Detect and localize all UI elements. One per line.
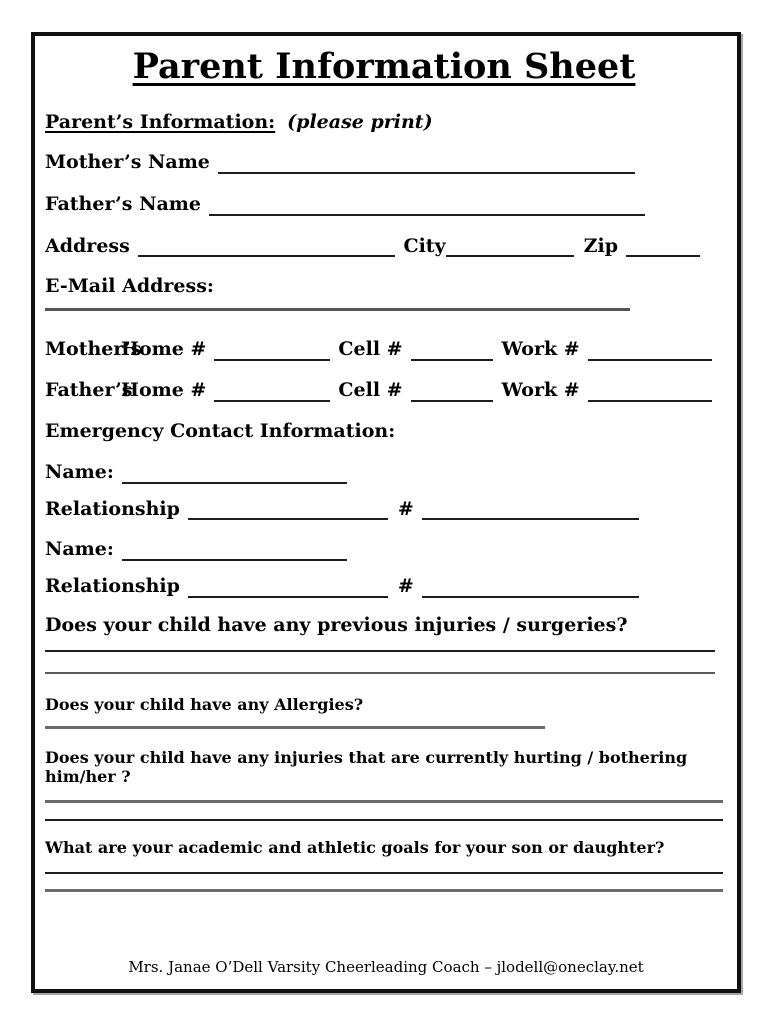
emergency-phone-2-hash: # [397, 575, 414, 598]
fathers-name-row [45, 194, 723, 216]
mother-work-label: Work # [501, 338, 580, 361]
zip-field[interactable] [626, 250, 700, 257]
father-cell-label: Cell # [338, 379, 403, 402]
mother-home-field[interactable] [214, 354, 330, 361]
emergency-heading-row [45, 421, 723, 443]
email-field[interactable] [45, 308, 630, 311]
emergency-phone-1-field[interactable] [422, 513, 639, 520]
question-current-injuries: Does your child have any injuries that are currently hurting / bothering him/her ? [45, 748, 688, 786]
parents-info-heading: Parent’s Information: [45, 111, 276, 133]
academic-goals-answer-line-1[interactable] [45, 872, 723, 874]
city-label: City [403, 234, 446, 257]
address-row [45, 236, 723, 258]
question-previous-injuries: Does your child have any previous injuries / surgeries? [45, 614, 628, 637]
emergency-phone-2-field[interactable] [422, 591, 639, 598]
city-field[interactable] [446, 250, 574, 257]
allergies-answer-line[interactable] [45, 726, 545, 729]
address-field[interactable] [138, 250, 396, 257]
father-home-field[interactable] [214, 395, 330, 402]
current-injuries-answer-line-2[interactable] [45, 819, 723, 821]
emergency-phone-1-hash: # [397, 497, 414, 520]
current-injuries-answer-line-1[interactable] [45, 800, 723, 803]
father-home-label: Home # [121, 379, 207, 402]
emergency-name-2-field[interactable] [122, 554, 347, 561]
mother-work-field[interactable] [588, 354, 712, 361]
emergency-name-1-field[interactable] [122, 477, 347, 484]
question-academic-goals: What are your academic and athletic goals for your son or daughter? [45, 838, 665, 858]
father-work-label: Work # [501, 379, 580, 402]
fathers-name-label: Father’s Name [45, 192, 201, 215]
emergency-relationship-2-row [45, 576, 723, 598]
mothers-name-field[interactable] [218, 167, 635, 174]
father-work-field[interactable] [588, 395, 712, 402]
form-content [35, 46, 737, 892]
emergency-heading: Emergency Contact Information: [45, 419, 396, 442]
form-page [31, 32, 741, 993]
mothers-name-row [45, 152, 723, 174]
mother-cell-field[interactable] [411, 354, 494, 361]
father-cell-field[interactable] [411, 395, 494, 402]
emergency-name-1-label: Name: [45, 460, 114, 483]
emergency-relationship-1-field[interactable] [188, 513, 388, 520]
previous-injuries-answer-line-2[interactable] [45, 672, 715, 674]
emergency-relationship-1-label: Relationship [45, 497, 180, 520]
mother-phone-row [45, 339, 723, 361]
parents-info-heading-row [45, 112, 723, 134]
emergency-relationship-1-row [45, 499, 723, 521]
please-print-note: (please print) [287, 111, 433, 133]
emergency-relationship-2-field[interactable] [188, 591, 388, 598]
page-title [45, 46, 723, 88]
email-label-row [45, 276, 723, 298]
coach-contact-footer: Mrs. Janae O’Dell Varsity Cheerleading Coach – jlodell@oneclay.net [128, 958, 644, 976]
emergency-relationship-2-label: Relationship [45, 575, 180, 598]
academic-goals-answer-line-2[interactable] [45, 889, 723, 892]
emergency-name-1-row [45, 462, 723, 484]
mothers-name-label: Mother’s Name [45, 150, 210, 173]
previous-injuries-answer-line-1[interactable] [45, 650, 715, 652]
fathers-name-field[interactable] [209, 209, 645, 216]
page-title-text: Parent Information Sheet [132, 46, 636, 87]
email-label: E-Mail Address: [45, 275, 214, 298]
zip-label: Zip [583, 234, 618, 257]
question-allergies: Does your child have any Allergies? [45, 694, 364, 714]
mother-phone-owner-label: Mother’s [45, 338, 142, 361]
mother-home-label: Home # [121, 338, 207, 361]
emergency-name-2-label: Name: [45, 538, 114, 561]
father-phone-owner-label: Father’s [45, 379, 133, 402]
address-label: Address [45, 234, 130, 257]
father-phone-row [45, 380, 723, 402]
emergency-name-2-row [45, 539, 723, 561]
mother-cell-label: Cell # [338, 338, 403, 361]
